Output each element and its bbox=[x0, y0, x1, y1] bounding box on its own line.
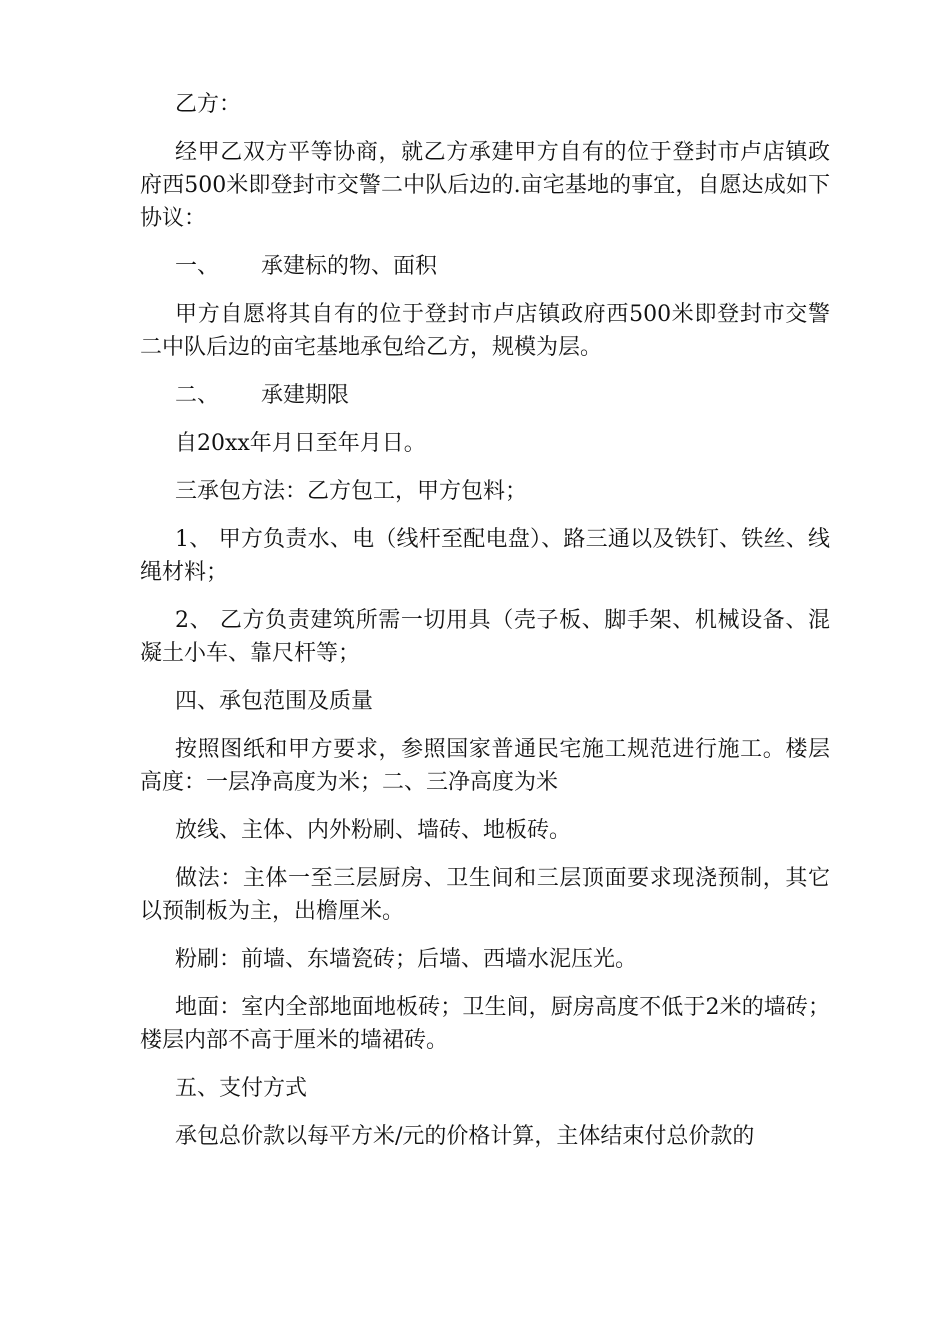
item-2-paragraph: 2、 乙方负责建筑所需一切用具（壳子板、脚手架、机械设备、混凝土小车、靠尺杆等； bbox=[140, 608, 830, 666]
section-heading-1 bbox=[140, 250, 830, 283]
method-paragraph: 做法：主体一至三层厨房、卫生间和三层顶面要求现浇预制，其它以预制板为主，出檐厘米。 bbox=[140, 866, 830, 924]
section-heading-2 bbox=[140, 379, 830, 412]
section-heading-1-text: 承建标的物、面积 bbox=[261, 254, 438, 279]
preamble-paragraph: 经甲乙双方平等协商，就乙方承建甲方自有的位于登封市卢店镇政府西500米即登封市交警二中队后边的.亩宅基地的事宜，自愿达成如下协议： bbox=[140, 140, 830, 231]
section-1-paragraph: 甲方自愿将其自有的位于登封市卢店镇政府西500米即登封市交警二中队后边的亩宅基地承包给乙方，规模为层。 bbox=[140, 302, 830, 360]
section-heading-1-number: 一、 bbox=[175, 254, 220, 279]
contract-method-heading: 三承包方法：乙方包工，甲方包料； bbox=[175, 479, 528, 504]
section-heading-5: 五、支付方式 bbox=[175, 1076, 308, 1101]
plaster-paragraph: 粉刷：前墙、东墙瓷砖；后墙、西墙水泥压光。 bbox=[175, 947, 638, 972]
term-paragraph: 自20xx年月日至年月日。 bbox=[175, 431, 426, 456]
floor-paragraph: 地面：室内全部地面地板砖；卫生间，厨房高度不低于2米的墙砖；楼层内部不高于厘米的墙裙砖。 bbox=[140, 995, 830, 1053]
payment-paragraph: 承包总价款以每平方米/元的价格计算，主体结束付总价款的 bbox=[175, 1124, 755, 1149]
item-1-paragraph: 1、 甲方负责水、电（线杆至配电盘）、路三通以及铁钉、铁丝、线绳材料； bbox=[140, 527, 830, 585]
document-body bbox=[140, 88, 830, 1168]
section-heading-2-text: 承建期限 bbox=[261, 383, 350, 408]
section-heading-4: 四、承包范围及质量 bbox=[175, 689, 374, 714]
section-heading-2-number: 二、 bbox=[175, 383, 220, 408]
party-b-line: 乙方： bbox=[175, 92, 242, 117]
quality-paragraph: 按照图纸和甲方要求，参照国家普通民宅施工规范进行施工。楼层高度：一层净高度为米；二、三净高度为米 bbox=[140, 737, 830, 795]
scope-paragraph: 放线、主体、内外粉刷、墙砖、地板砖。 bbox=[175, 818, 572, 843]
